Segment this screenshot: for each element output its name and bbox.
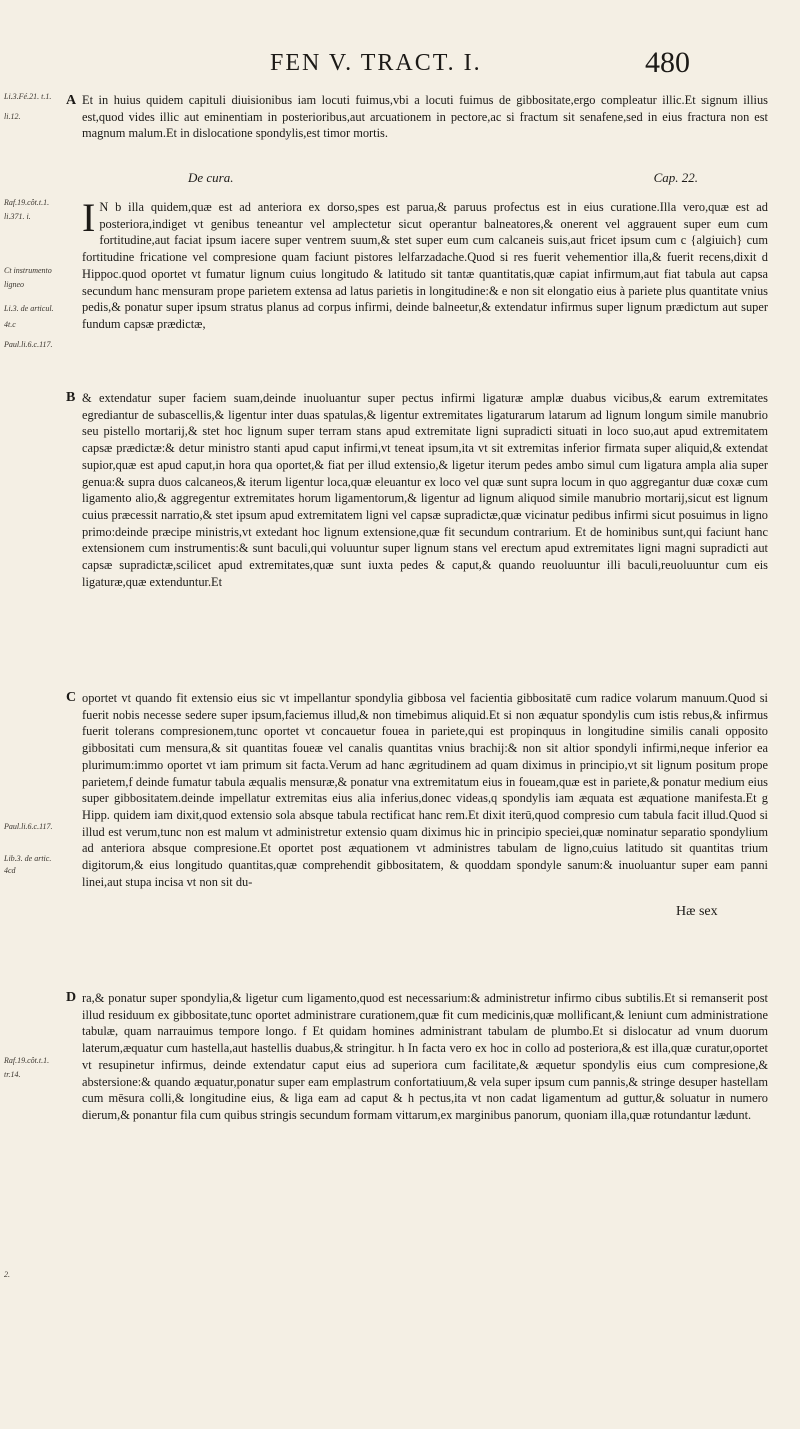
chapter-number: Cap. 22. — [653, 170, 698, 185]
margin-note: Raf.19.côt.t.1. — [4, 198, 50, 207]
paragraph-c-text: oportet vt quando fit extensio eius sic vt impellantur spondylia gibbosa vel facientia gibbositatē cum radice volarum manuum.Quod si fuerit nobis necesse sedere super ipsum,faciemus illud,& non timebimus aliquid.Et si non æquatur spondylis cum istis rebus,& infirmus fuerit tolerans compresionem,tunc oportet vt concauetur fouea in pariete,qui est propinquus in longitudine similis canali opposito gibbositati cum mensura,& sit quantitas foueæ vel canalis quantitas vnius brachij:& non sit altior spondyli infirmi,neque inferior ea plurimum:immo oportet vt iam primum sit facta.Verum ad hanc ægritudinem ad quam diximus in principio,vt sit lignum positum prope parietem,f deinde fumatur tabula æqualis mensuræ,& ponatur vna extremitatum eius in foueam,quæ est in pariete,& ponatur medium eius super gibbositatem.deinde impellatur extremitas eius alia inferius,donec videas,q spondylis iam æquata est æquatione manifesta.Et g Hipp. quidem iam dixit,quod extensio sola absque tabula rectificat hanc rem.Et dixit iterū,quod compresio cum tabula facit illud.Quod si illud est verum,tunc non est malum vt administretur extensio quam diximus hic in principio speciei,quæ nominatur separatio spondylium ad anteriora absque compresione.Et oportet post æquationem vt administres tabulam de ligno,cuius latitudo sit quantitas trium digitorum,& eius longitudo quantitas,quæ comprehendit gibbositatem, & quoddam spondyle sanum:& inuoluantur super eam panni linei,aut stupa incisa vt non sit du- — [82, 691, 768, 889]
margin-note: 2. — [4, 1270, 10, 1279]
margin-note: Raf.19.côt.t.1. — [4, 1056, 50, 1065]
intro-paragraph — [82, 92, 768, 142]
margin-note: Ct instrumento — [4, 266, 52, 275]
paragraph-c — [82, 690, 768, 890]
paragraph-a — [82, 195, 768, 333]
section-letter: D — [66, 990, 77, 1005]
margin-note: li.371. i. — [4, 212, 31, 221]
running-head: FEN V. TRACT. I. — [270, 50, 482, 76]
margin-note: li.12. — [4, 112, 21, 121]
chapter-heading — [188, 170, 698, 186]
page-number: 480 — [645, 46, 690, 79]
paragraph-b — [82, 390, 768, 590]
margin-note: Lib.3. de artic. — [4, 854, 52, 863]
paragraph-a-text: N b illa quidem,quæ est ad anteriora ex dorso,spes est parua,& paruus profectus est in eius curatione.Illa vero,quæ est ad posteriora,indiget vt genibus teneantur vel amplectetur sicut operantur balneatores,& onerent vel aggrauent super eum cum fortitudine,aut faciat ipsum iacere super ventrem suum,& stet super eum cum calcaneis suis,aut fricet ipsum cum c {algiuich} cum fortitudine fricatione vel compresione quam faciunt pistores lelfarzadache.Quod si res fuerit vehementior illa,& fuerit recens,dixit d Hippoc.quod oportet vt fumatur lignum cuius longitudo & latitudo sit tantæ quantitatis,quæ capiat infirmum,aut fiat tabula aut capsa secundum hanc mensuram prope parietem extensa ad latus parietis in longitudine:& e non sit elongatio eius à pariete plus quantitate vnius pedis,& ponatur super ipsum stratus planus ad corpus infirmi, deinde balneetur,& extendatur infirmus super lignum prædictum aut super fundum capsæ prædictæ, — [82, 200, 768, 331]
margin-note: 4cd — [4, 866, 16, 875]
section-letter: C — [66, 690, 77, 705]
margin-note: Li.3.Fé.21. t.1. — [4, 92, 52, 101]
margin-note: tr.14. — [4, 1070, 21, 1079]
margin-note: Li.3. de articul. — [4, 304, 54, 313]
drop-cap: I — [82, 195, 96, 240]
margin-note: 4t.c — [4, 320, 16, 329]
paragraph-b-text: & extendatur super faciem suam,deinde inuoluantur super pectus infirmi ligaturæ amplæ duabus vicibus,& earum extremitates egrediantur de subascellis,& ligentur inter duas spatulas,& ligentur extremitates ligaturarum latarum ad lignum longum simile manubrio seu pistello mortarij,& stet hoc lignum super terram stans apud extremitate ligni supradicti situati in loco suo,aut apud extremitatem capsæ prædictæ:& detur ministro stanti apud caput infirmi,vt teneat ipsum,ita vt sit extremitas inferior firmata super aliquid,& extendat supior,quæ est apud caput,in hora qua oportet,& fiat per illud extensio,& ligetur iterum pedes ambo simul cum ligatura ampla alia super genua:& supra duos calcaneos,& iterum ligentur loca,quæ eleuantur ex loco vel quæ sunt supra locum in quo aggregantur duæ coxæ cum ligamento alio,& aggregentur extremitates horum ligamentorum,& ligentur ad lignum aliquod simile manubrio mortarij,sicut est lignum cuius præcessit narratio,& stet ipsum apud extremitatem ligni vel capsæ supradictæ,quæ vicinatur pedibus infirmi sicut posuimus in ligno primo:deinde præcipe ministris,vt extedant hoc lignum extensione,quæ fit secundum contrarium. Et de hominibus sunt,qui faciunt hanc extensionem cum instrumentis:& sunt baculi,qui voluuntur super lignum stans vel erectum apud extremitates ligni magni supradicti aut capsæ supradictæ,scilicet apud extremitates,quæ sunt iuxta pedes & caput,& quando reuoluuntur illi baculi,reuoluuntur cum eis ligaturæ,quæ extenduntur.Et — [82, 391, 768, 589]
margin-note: ligneo — [4, 280, 24, 289]
section-letter: B — [66, 390, 76, 405]
intro-text: Et in huius quidem capituli diuisionibus iam locuti fuimus,vbi a locuti fuimus de gibbositate,ergo compleatur illic.Et signum illius est,quod vides illic aut eminentiam in posterioribus,aut arcuationem in pectore,ac si fractum sit senafene,sed in eius fractura non est magnum malum.Et in dislocatione spondylis,est timor mortis. — [82, 93, 768, 141]
catchword: Hæ sex — [676, 904, 718, 919]
margin-note: Paul.li.6.c.117. — [4, 340, 53, 349]
chapter-title: De cura. — [188, 170, 234, 185]
section-letter: A — [66, 93, 77, 108]
paragraph-d — [82, 990, 768, 1124]
paragraph-d-text: ra,& ponatur super spondylia,& ligetur cum ligamento,quod est necessarium:& administretur infirmo cibus subtilis.Et si remanserit post illud residuum ex gibbositate,tunc oportet administrare curationem,quæ fit cum medicinis,quæ mollificant,& leniunt cum administratione tabulæ, quam narrauimus tempore longo. f Et quidam homines administrant tabulam de plumbo.Et si dislocatur ad vnum duorum laterum,æquatur cum hastella,aut hastellis duabus,& stringitur. h In facta vero ex hoc in collo ad posteriora,& est illa,quæ curatur,oportet vt resupinetur infirmus, deinde extendatur caput eius ad superiora cum facilitate,& æquetur spondylis eius cum compresione,& abstersione:& quando æquatur,ponatur super eam emplastrum confortatiuum,& vela super ipsum cum pannis,& stringe desuper hastellam cum mēsura colli,& longitudine eius, & liga eam ad caput & h pectus,ita vt non cadat ligamentum ad guttur,& soluatur in numero dierum,& ponantur fila cum quibus stringis secundum formam vittarum,ex marginibus panorum, quoniam illa,quæ rotundantur lædunt. — [82, 991, 768, 1122]
margin-note: Paul.li.6.c.117. — [4, 822, 53, 831]
